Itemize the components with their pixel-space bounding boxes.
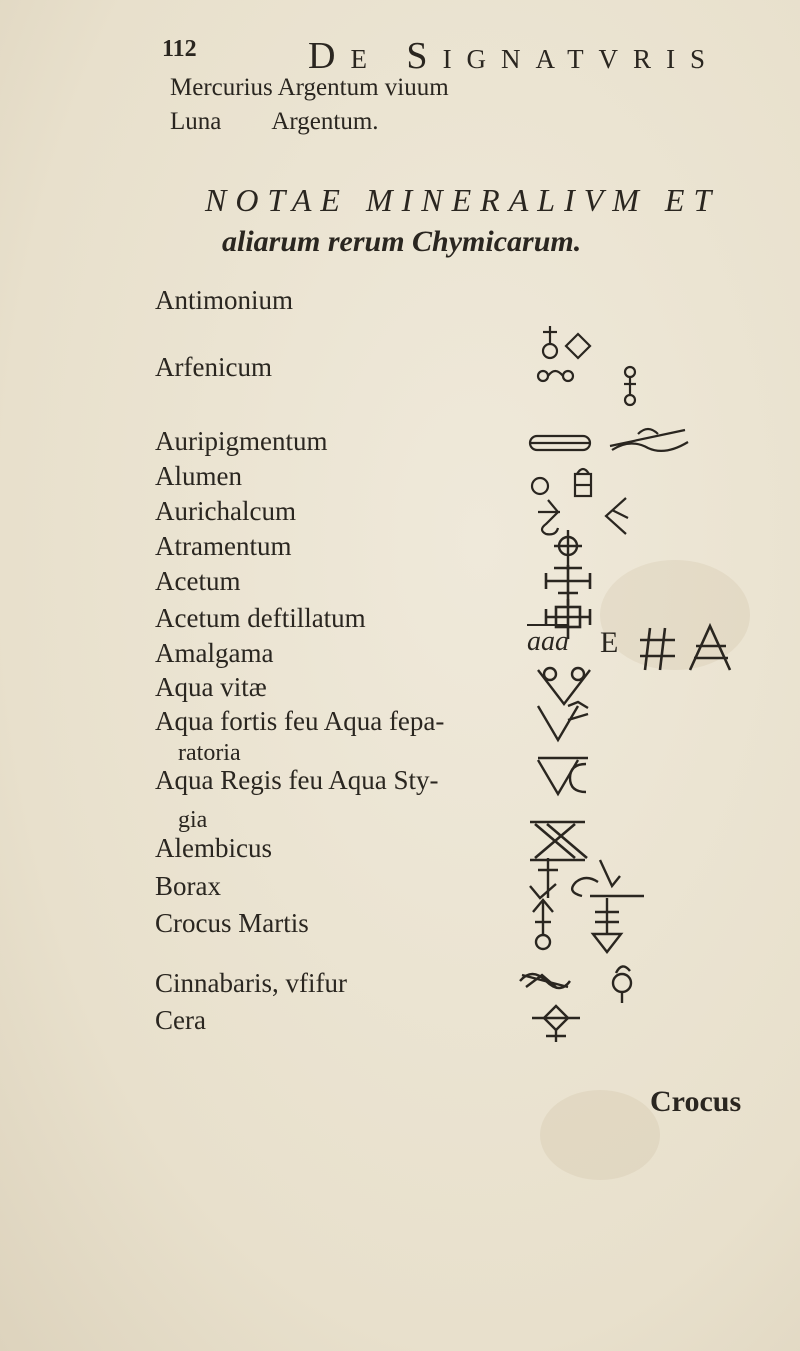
intro-line-mercurius — [170, 74, 449, 102]
intro-text: Mercurius Argentum viuum — [170, 74, 449, 101]
entry-label: gia — [178, 807, 208, 833]
amalgama-symbol-letter: E — [600, 626, 619, 659]
paper-stain — [540, 1090, 660, 1180]
aqua-regis-symbol-icon — [530, 754, 600, 798]
running-title: De Signatvris — [308, 35, 721, 77]
antimony-symbol-icon — [510, 318, 600, 362]
intro-word: Luna — [170, 108, 222, 135]
margin-note: Crocus — [650, 1085, 742, 1118]
page-number: 112 — [162, 36, 197, 62]
borax-symbol-icon — [520, 856, 650, 900]
entry-label: Borax — [155, 871, 221, 901]
intro-word: Argentum. — [271, 108, 379, 135]
entry-label: Auripigmentum — [155, 426, 328, 456]
entry-label: Alembicus — [155, 833, 272, 863]
amalgama-alt-symbol-icon — [630, 620, 740, 680]
page-header — [152, 34, 780, 77]
section-subtitle: aliarum rerum Chymicarum. — [222, 225, 582, 258]
entry-label: Aqua fortis feu Aqua fepa- — [155, 706, 445, 736]
crocus-martis-symbol-icon — [525, 896, 645, 954]
section-title: NOTAE MINERALIVM ET — [205, 182, 721, 218]
cera-symbol-icon — [528, 998, 588, 1042]
intro-line-luna — [170, 108, 379, 136]
entry-label: Alumen — [155, 461, 242, 491]
entry-label: Aurichalcum — [155, 496, 296, 526]
entry-label: Cinnabaris, vfifur — [155, 968, 347, 998]
aqua-fortis-symbol-icon — [530, 700, 600, 744]
entry-label: Atramentum — [155, 531, 292, 561]
entry-label: Acetum — [155, 566, 241, 596]
entry-label: Arfenicum — [155, 352, 272, 382]
amalgama-symbol-text: $\overline{aaa}$ — [527, 626, 569, 657]
entry-label: Amalgama — [155, 638, 274, 668]
entry-label: ratoria — [178, 740, 241, 766]
entry-label: Cera — [155, 1005, 206, 1035]
entry-label: Acetum deftillatum — [155, 603, 366, 633]
entry-label: Crocus Martis — [155, 908, 309, 938]
arsenic-symbol-icon — [510, 364, 650, 408]
entry-label: Antimonium — [155, 285, 294, 315]
entry-label: Aqua vitæ — [155, 672, 267, 702]
entry-label: Aqua Regis feu Aqua Sty- — [155, 765, 439, 795]
